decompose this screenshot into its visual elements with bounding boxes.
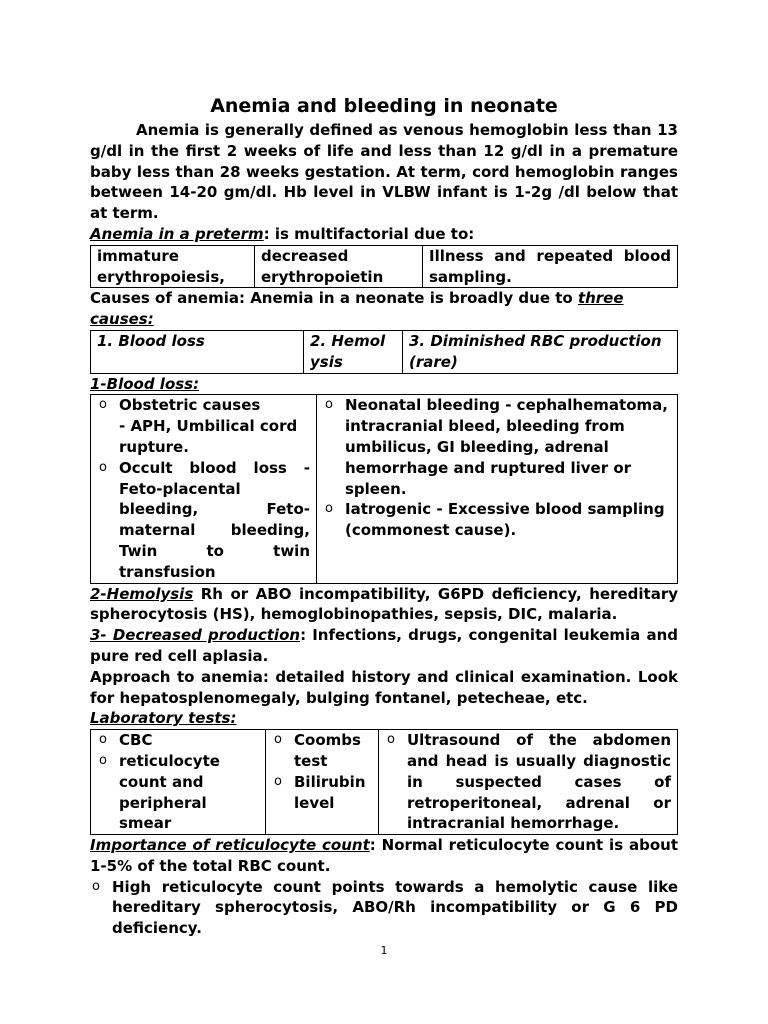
blood-loss-right-cell bbox=[317, 395, 678, 583]
list-item: o Obstetric causes - APH, Umbilical cord rupture. bbox=[97, 395, 310, 457]
decreased-paragraph: 3- Decreased production: Infections, drugs, congenital leukemia and pure red cell aplasia. bbox=[90, 626, 678, 665]
page-title: Anemia and bleeding in neonate bbox=[210, 95, 558, 117]
lab-col-3 bbox=[379, 730, 678, 835]
blood-loss-table bbox=[90, 394, 678, 583]
preterm-text: : is multifactorial due to: bbox=[263, 224, 475, 243]
preterm-heading: Anemia in a preterm bbox=[90, 224, 264, 243]
list-item: o Ultrasound of the abdomen and head is usually diagnostic in suspected cases of retroperitoneal, adrenal or intracranial hemorrhage. bbox=[385, 730, 671, 834]
retic-paragraph: Importance of reticulocyte count: Normal reticulocyte count is about 1-5% of the total RBC count. bbox=[90, 836, 679, 875]
intro-paragraph: Anemia is generally defined as venous hemoglobin less than 13 g/dl in the first 2 weeks of life and less than 12 g/dl in a premature baby less than 28 weeks gestation. At term, cord hemoglobin ranges between 14-20 gm/dl. Hb level in VLBW infant is 1-2g /dl below that at term. bbox=[90, 121, 678, 223]
cause-diminished: 3. Diminished RBC production (rare) bbox=[403, 330, 678, 373]
approach-paragraph: Approach to anemia: detailed history and clinical examination. Look for hepatosplenomegaly, bulging fontanel, petecheae, etc. bbox=[90, 667, 678, 707]
causes-table bbox=[90, 330, 678, 374]
blood-loss-left-cell bbox=[91, 395, 317, 583]
document-page bbox=[90, 94, 678, 939]
list-item: o Iatrogenic - Excessive blood sampling (commonest cause). bbox=[323, 499, 671, 541]
retic-list bbox=[90, 877, 678, 939]
lab-col-2 bbox=[266, 730, 379, 835]
preterm-cell-2: decreased erythropoietin bbox=[255, 245, 423, 288]
causes-text: Causes of anemia: Anemia in a neonate is broadly due to bbox=[90, 289, 578, 308]
lab-heading: Laboratory tests: bbox=[90, 709, 237, 728]
preterm-cell-3: Illness and repeated blood sampling. bbox=[423, 245, 678, 288]
causes-line bbox=[90, 288, 678, 330]
list-item: o Neonatal bleeding - cephalhematoma, intracranial bleed, bleeding from umbilicus, GI bleeding, adrenal hemorrhage and ruptured liver or spleen. bbox=[323, 395, 671, 499]
list-item: o Coombs test bbox=[272, 730, 372, 772]
page-number: 1 bbox=[380, 944, 388, 957]
list-item: o High reticulocyte count points towards a hemolytic cause like hereditary spherocytosis, ABO/Rh incompatibility or G 6 PD deficiency. bbox=[90, 877, 678, 939]
retic-heading: Importance of reticulocyte count bbox=[90, 836, 370, 855]
list-item: o reticulocyte count and peripheral smear bbox=[97, 751, 259, 834]
list-item: o Bilirubin level bbox=[272, 772, 372, 814]
hemolysis-paragraph: 2-Hemolysis Rh or ABO incompatibility, G6PD deficiency, hereditary spherocytosis (HS), hemoglobinopathies, sepsis, DIC, malaria. bbox=[90, 584, 678, 624]
preterm-cell-1: immature erythropoiesis, bbox=[91, 245, 255, 288]
lab-col-1 bbox=[91, 730, 266, 835]
hemolysis-heading: 2-Hemolysis bbox=[90, 584, 194, 603]
decreased-heading: 3- Decreased production bbox=[90, 626, 301, 645]
preterm-line bbox=[90, 224, 678, 245]
causes-emph: three causes: bbox=[90, 289, 624, 329]
preterm-table bbox=[90, 245, 678, 289]
lab-table bbox=[90, 729, 678, 835]
cause-blood-loss: 1. Blood loss bbox=[91, 330, 304, 373]
blood-loss-heading: 1-Blood loss: bbox=[90, 374, 200, 393]
cause-hemolysis: 2. Hemol ysis bbox=[304, 330, 403, 373]
list-item: o CBC bbox=[97, 730, 259, 751]
list-item: o Occult blood loss - Feto-placental bleeding, Feto- maternal bleeding, Twin to twin transfusion bbox=[97, 458, 310, 583]
